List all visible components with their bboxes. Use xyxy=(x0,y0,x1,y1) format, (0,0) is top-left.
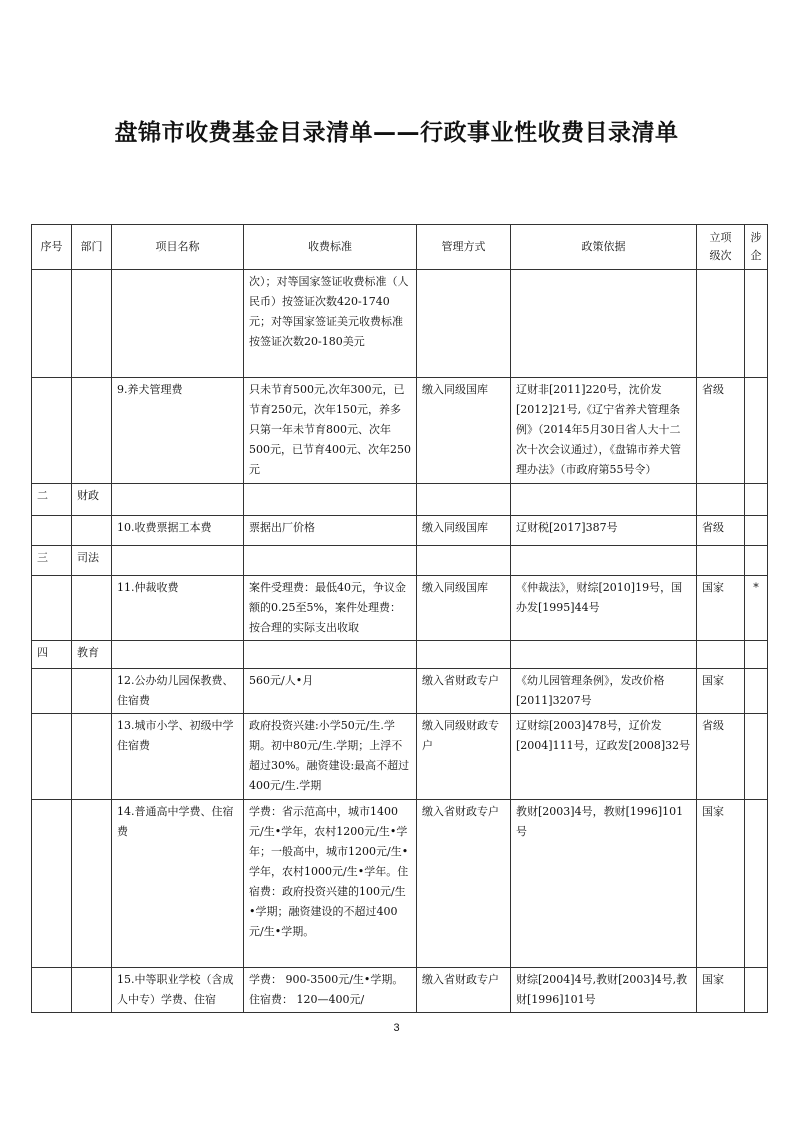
cell-dept: 财政 xyxy=(72,484,112,516)
cell-corp xyxy=(745,546,768,576)
cell-level: 国家 xyxy=(697,576,745,641)
fee-catalog-table xyxy=(31,224,768,1013)
cell-level: 国家 xyxy=(697,800,745,968)
cell-standard: 案件受理费：最低40元，争议金额的0.25至5%，案件处理费：按合理的实际支出收取 xyxy=(244,576,417,641)
cell-basis: 辽财综[2003]478号，辽价发[2004]111号，辽政发[2008]32号 xyxy=(511,714,697,800)
cell-basis: 辽财税[2017]387号 xyxy=(511,516,697,546)
cell-item: 12.公办幼儿园保教费、住宿费 xyxy=(112,669,244,714)
cell-mgmt: 缴入同级国库 xyxy=(417,516,511,546)
cell-basis: 《幼儿园管理条例》，发改价格[2011]3207号 xyxy=(511,669,697,714)
cell-standard: 次）；对等国家签证收费标准（人民币）按签证次数420-1740元；对等国家签证美元收费标准按签证次数20-180美元 xyxy=(244,270,417,378)
cell-item: 15.中等职业学校（含成人中专）学费、住宿 xyxy=(112,968,244,1013)
cell-dept xyxy=(72,270,112,378)
cell-dept xyxy=(72,800,112,968)
cell-dept xyxy=(72,714,112,800)
cell-seq xyxy=(32,270,72,378)
cell-corp: * xyxy=(745,576,768,641)
header-basis: 政策依据 xyxy=(511,225,697,270)
header-corp-line1: 涉 xyxy=(750,231,762,244)
header-level-line2: 级次 xyxy=(709,249,732,262)
cell-level: 国家 xyxy=(697,669,745,714)
header-level-line1: 立项 xyxy=(709,231,732,244)
cell-item: 11.仲裁收费 xyxy=(112,576,244,641)
cell-item xyxy=(112,641,244,669)
cell-basis xyxy=(511,641,697,669)
cell-level xyxy=(697,484,745,516)
cell-item xyxy=(112,546,244,576)
cell-seq xyxy=(32,968,72,1013)
cell-standard xyxy=(244,546,417,576)
cell-corp xyxy=(745,270,768,378)
cell-standard: 只未节育500元,次年300元，已节育250元，次年150元，养多只第一年未节育800元、次年500元，已节育400元、次年250元 xyxy=(244,378,417,484)
cell-seq xyxy=(32,714,72,800)
cell-seq: 四 xyxy=(32,641,72,669)
cell-level: 国家 xyxy=(697,968,745,1013)
header-item: 项目名称 xyxy=(112,225,244,270)
cell-item: 14.普通高中学费、住宿费 xyxy=(112,800,244,968)
cell-item xyxy=(112,484,244,516)
cell-corp xyxy=(745,484,768,516)
header-corp xyxy=(745,225,768,270)
cell-basis xyxy=(511,484,697,516)
cell-corp xyxy=(745,714,768,800)
cell-standard: 票据出厂价格 xyxy=(244,516,417,546)
cell-basis: 《仲裁法》，财综[2010]19号，国办发[1995]44号 xyxy=(511,576,697,641)
cell-level: 省级 xyxy=(697,378,745,484)
cell-corp xyxy=(745,669,768,714)
section-row xyxy=(32,484,768,516)
cell-mgmt: 缴入同级财政专户 xyxy=(417,714,511,800)
cell-mgmt xyxy=(417,641,511,669)
cell-dept: 司法 xyxy=(72,546,112,576)
cell-mgmt xyxy=(417,270,511,378)
cell-level: 省级 xyxy=(697,516,745,546)
cell-standard: 学费：省示范高中，城市1400元/生•学年，农村1200元/生•学年；一般高中，城市1200元/生•学年，农村1000元/生•学年。住宿费：政府投资兴建的100元/生•学期；融资建设的不超过400元/生•学期。 xyxy=(244,800,417,968)
cell-dept xyxy=(72,669,112,714)
cell-standard: 学费： 900-3500元/生•学期。住宿费： 120—400元/ xyxy=(244,968,417,1013)
cell-basis: 教财[2003]4号，教财[1996]101号 xyxy=(511,800,697,968)
cell-dept: 教育 xyxy=(72,641,112,669)
cell-item: 13.城市小学、初级中学住宿费 xyxy=(112,714,244,800)
cell-standard: 政府投资兴建:小学50元/生.学期。初中80元/生.学期；上浮不超过30%。融资建设:最高不超过400元/生.学期 xyxy=(244,714,417,800)
cell-basis xyxy=(511,546,697,576)
cell-mgmt: 缴入同级国库 xyxy=(417,378,511,484)
cell-item: 10.收费票据工本费 xyxy=(112,516,244,546)
section-row xyxy=(32,641,768,669)
cell-item: 9.养犬管理费 xyxy=(112,378,244,484)
table-row xyxy=(32,669,768,714)
cell-level xyxy=(697,641,745,669)
cell-seq xyxy=(32,669,72,714)
header-standard: 收费标准 xyxy=(244,225,417,270)
cell-mgmt: 缴入省财政专户 xyxy=(417,968,511,1013)
table-header-row xyxy=(32,225,768,270)
cell-mgmt: 缴入省财政专户 xyxy=(417,669,511,714)
cell-standard: 560元/人•月 xyxy=(244,669,417,714)
table-row xyxy=(32,968,768,1013)
cell-dept xyxy=(72,968,112,1013)
header-mgmt: 管理方式 xyxy=(417,225,511,270)
cell-dept xyxy=(72,378,112,484)
header-dept: 部门 xyxy=(72,225,112,270)
cell-corp xyxy=(745,641,768,669)
cell-corp xyxy=(745,516,768,546)
table-row xyxy=(32,714,768,800)
cell-corp xyxy=(745,968,768,1013)
cell-mgmt xyxy=(417,484,511,516)
cell-standard xyxy=(244,484,417,516)
cell-seq: 二 xyxy=(32,484,72,516)
cell-level: 省级 xyxy=(697,714,745,800)
cell-dept xyxy=(72,576,112,641)
cell-seq xyxy=(32,378,72,484)
header-level xyxy=(697,225,745,270)
table-row xyxy=(32,800,768,968)
cell-seq: 三 xyxy=(32,546,72,576)
cell-mgmt xyxy=(417,546,511,576)
cell-mgmt: 缴入省财政专户 xyxy=(417,800,511,968)
cell-basis: 辽财非[2011]220号，沈价发[2012]21号,《辽宁省养犬管理条例》（2014年5月30日省人大十二次十次会议通过），《盘锦市养犬管理办法》（市政府第55号令） xyxy=(511,378,697,484)
cell-corp xyxy=(745,378,768,484)
page-number: 3 xyxy=(393,1022,400,1034)
cell-standard xyxy=(244,641,417,669)
cell-seq xyxy=(32,516,72,546)
cell-basis: 财综[2004]4号,教财[2003]4号,教财[1996]101号 xyxy=(511,968,697,1013)
cell-corp xyxy=(745,800,768,968)
cell-item xyxy=(112,270,244,378)
section-row xyxy=(32,546,768,576)
table-row xyxy=(32,516,768,546)
page-title: 盘锦市收费基金目录清单——行政事业性收费目录清单 xyxy=(114,120,679,146)
table-row xyxy=(32,270,768,378)
cell-mgmt: 缴入同级国库 xyxy=(417,576,511,641)
cell-dept xyxy=(72,516,112,546)
cell-seq xyxy=(32,800,72,968)
header-seq: 序号 xyxy=(32,225,72,270)
cell-level xyxy=(697,270,745,378)
cell-basis xyxy=(511,270,697,378)
header-corp-line2: 企 xyxy=(750,249,762,262)
table-row xyxy=(32,576,768,641)
cell-seq xyxy=(32,576,72,641)
table-row xyxy=(32,378,768,484)
cell-level xyxy=(697,546,745,576)
